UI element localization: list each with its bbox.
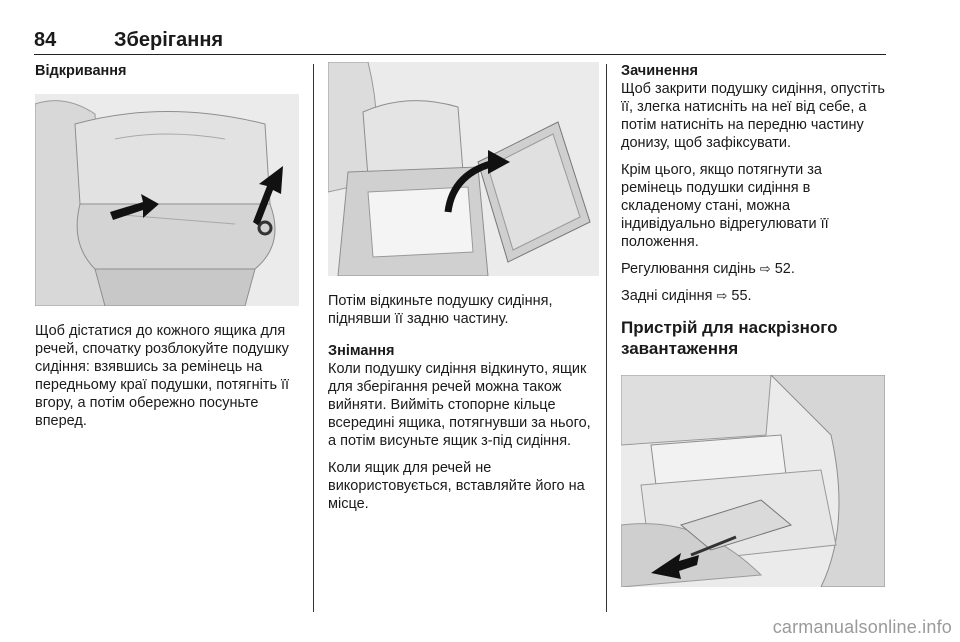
section-title-line1: Пристрій для наскрізного bbox=[621, 318, 838, 337]
page-reference-arrow-icon: ⇨ bbox=[716, 288, 728, 303]
opening-heading: Відкривання bbox=[35, 63, 127, 79]
watermark: carmanualsonline.info bbox=[772, 617, 952, 637]
closing-heading: Зачинення bbox=[621, 63, 698, 79]
seat-cushion-flip-illustration bbox=[328, 62, 599, 276]
page-number: 84 bbox=[34, 29, 57, 51]
page-title: Зберігання bbox=[114, 29, 224, 51]
seat-adjust-reference bbox=[621, 260, 886, 278]
rear-seats-reference-page[interactable]: 55. bbox=[731, 288, 752, 304]
seat-cushion-unlock-illustration bbox=[35, 94, 299, 306]
removal-heading: Знімання bbox=[328, 343, 395, 359]
column-left bbox=[35, 62, 300, 430]
column-divider-left bbox=[313, 64, 314, 612]
page-header bbox=[34, 28, 886, 55]
column-right bbox=[621, 62, 886, 587]
adjust-text: Крім цього, якщо потягнути за ремінець подушки сидіння в складеному стані, можна індивідуально відрегулювати її положення. bbox=[621, 162, 829, 250]
rear-seats-reference-label: Задні сидіння bbox=[621, 288, 713, 304]
closing-text: Щоб закрити подушку сидіння, опустіть її, злегка натисніть на неї від себе, а потім натисніть на передню частину донизу, щоб зафіксувати. bbox=[621, 81, 885, 151]
reinsert-text: Коли ящик для речей не використовується, вставляйте його на місце. bbox=[328, 460, 585, 512]
opening-text: Щоб дістатися до кожного ящика для речей, спочатку розблокуйте подушку сидіння: взявшись за ремінець на передньому краї подушки, потягніть її вгору, а потім обережно посуньте вперед. bbox=[35, 323, 290, 429]
page-reference-arrow-icon: ⇨ bbox=[759, 261, 771, 276]
section-title bbox=[621, 317, 886, 359]
column-middle bbox=[328, 62, 600, 513]
flip-cushion-caption: Потім відкиньте подушку сидіння, піднявши її задню частину. bbox=[328, 293, 553, 327]
rear-seats-reference bbox=[621, 287, 886, 305]
column-divider-right bbox=[606, 64, 607, 612]
section-title-line2: завантаження bbox=[621, 339, 739, 358]
load-through-illustration bbox=[621, 375, 885, 587]
seat-adjust-reference-label: Регулювання сидінь bbox=[621, 261, 756, 277]
removal-text: Коли подушку сидіння відкинуто, ящик для зберігання речей можна також вийняти. Вийміть стопорне кільце всередині ящика, потягнувши за нього, а потім висуньте ящик з-під сидіння. bbox=[328, 361, 591, 449]
seat-adjust-reference-page[interactable]: 52. bbox=[774, 261, 795, 277]
